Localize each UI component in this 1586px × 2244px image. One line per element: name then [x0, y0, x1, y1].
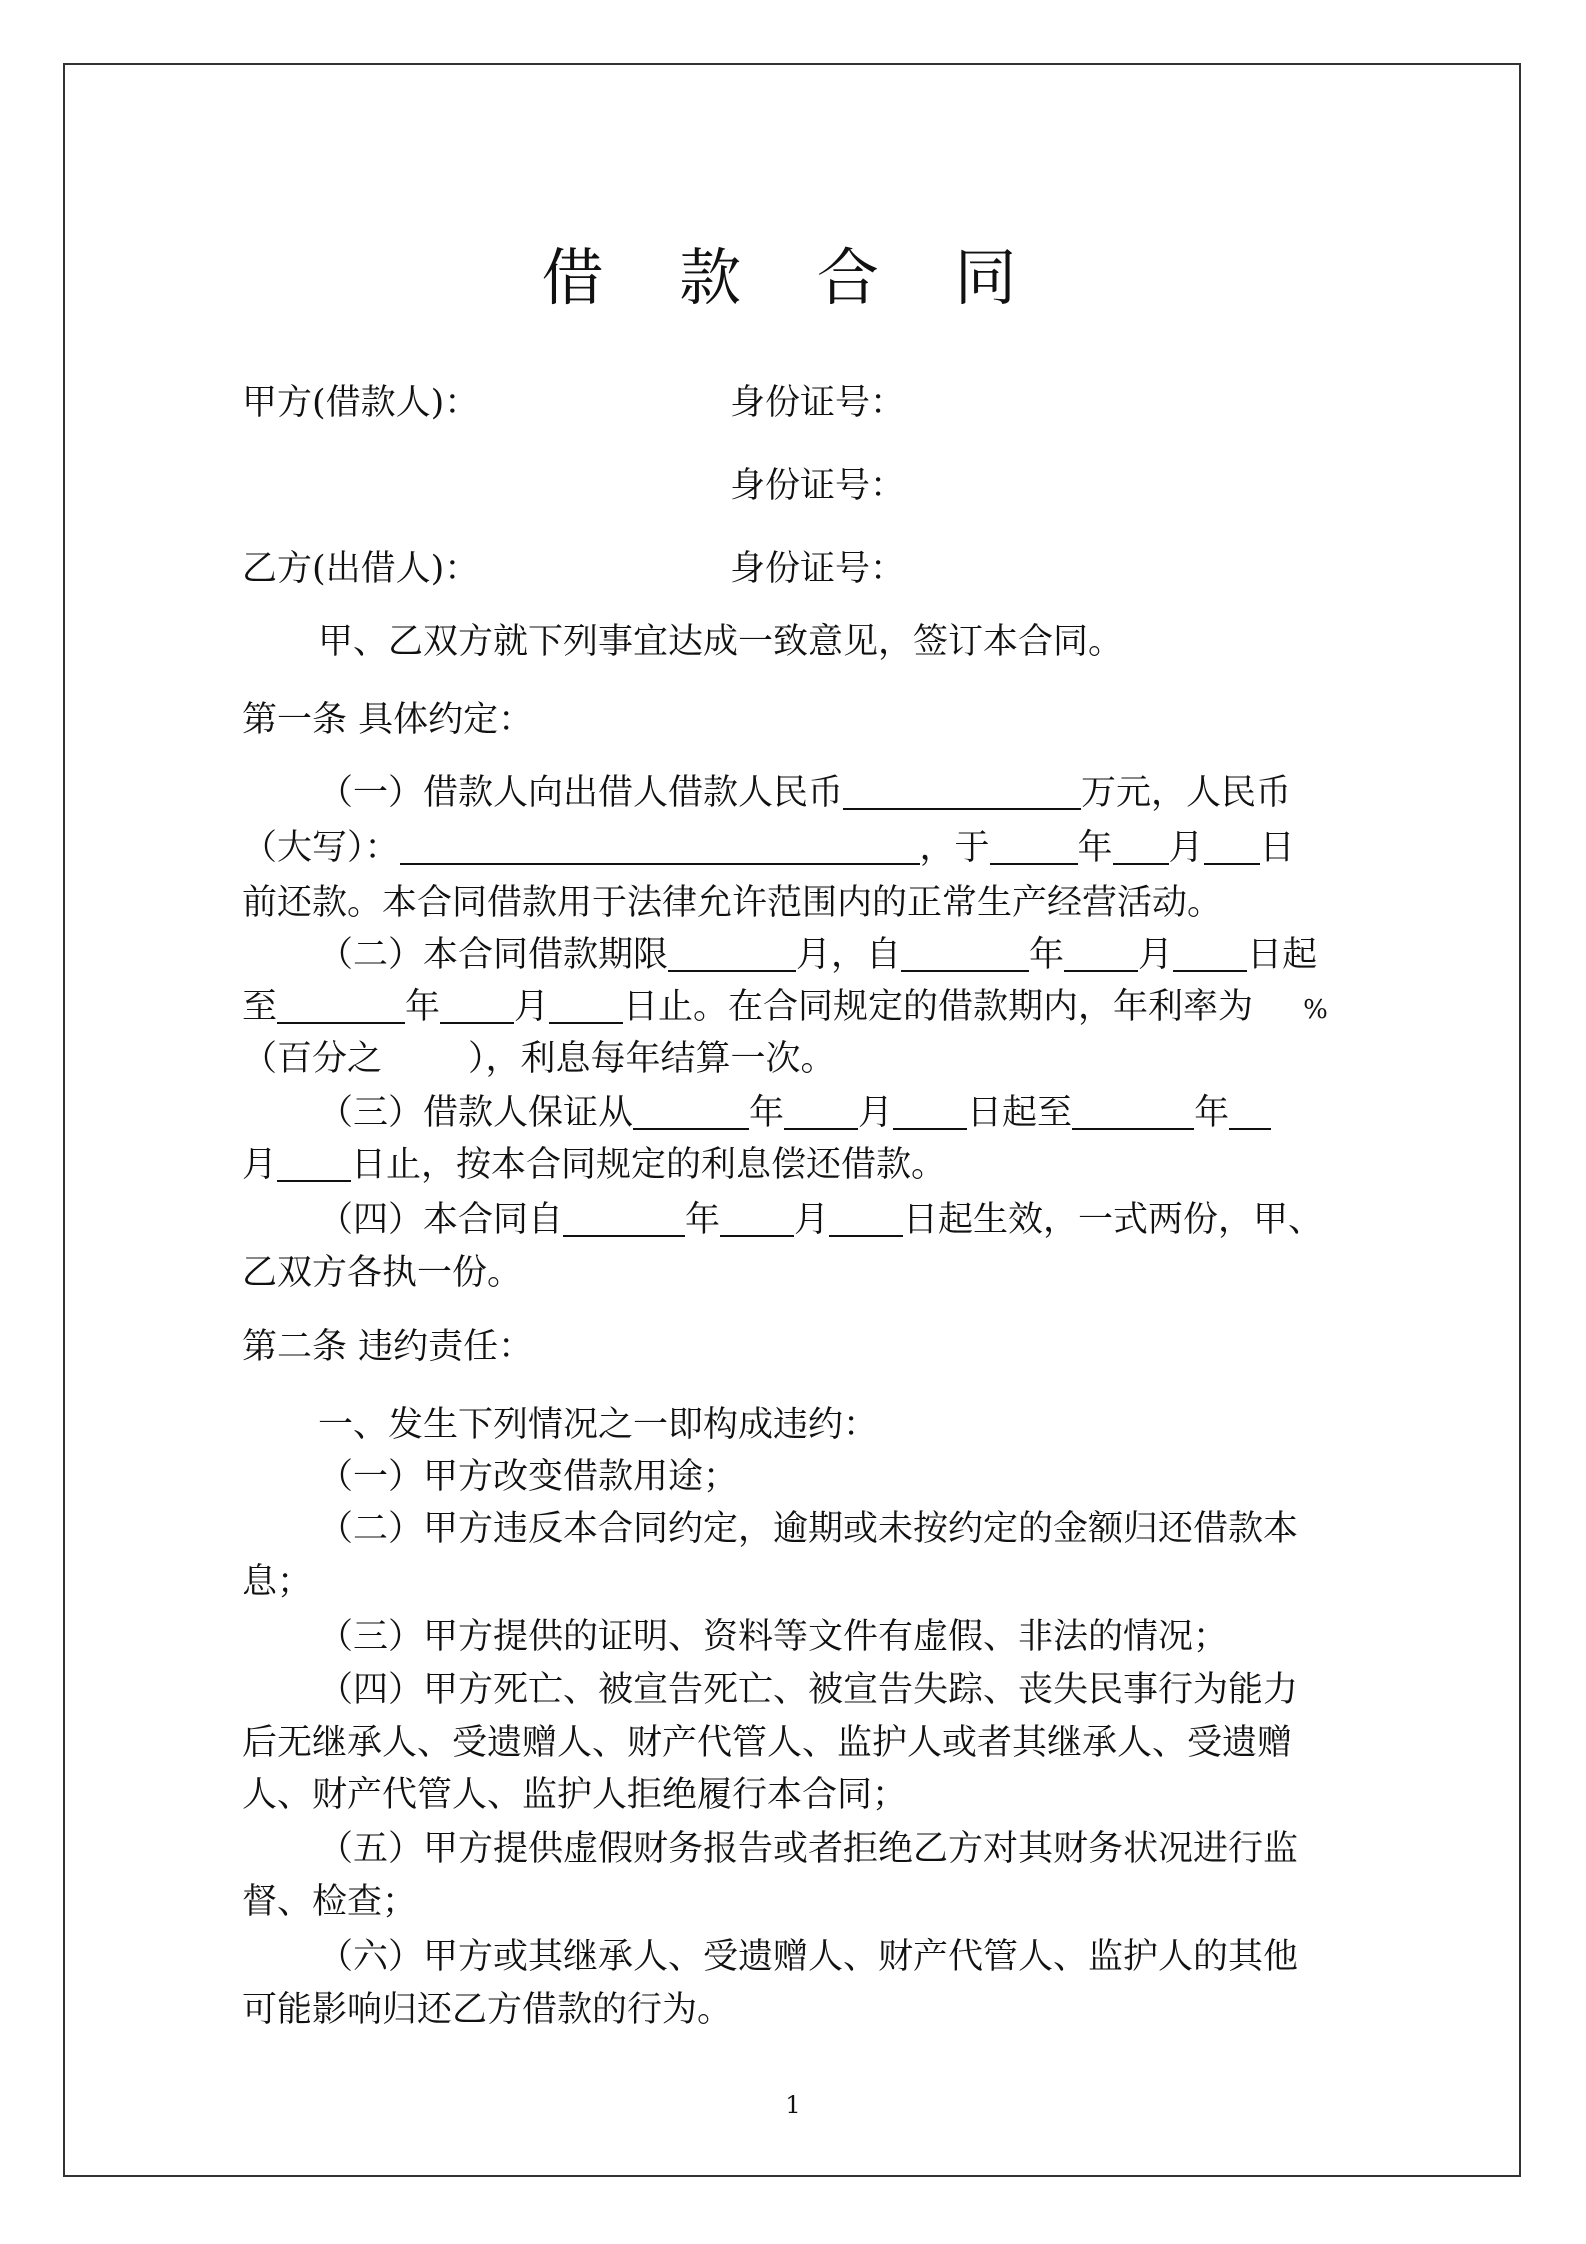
clause-text: （大写）：: [242, 828, 400, 868]
breach-item-2-line-2: 息；: [242, 1562, 313, 1602]
breach-item-2-line-1: （二）甲方违反本合同约定，逾期或未按约定的金额归还借款本: [318, 1509, 1299, 1549]
clause-text: 月: [1138, 935, 1174, 975]
clause-3-line-2: [242, 1140, 946, 1190]
breach-item-3: （三）甲方提供的证明、资料等文件有虚假、非法的情况；: [318, 1617, 1229, 1657]
clause-text: （三）借款人保证从: [318, 1093, 634, 1133]
day-blank: [549, 984, 623, 1024]
clause-text: 万元，人民币: [1081, 773, 1292, 813]
day-blank: [829, 1197, 903, 1237]
clause-text: 月: [514, 987, 550, 1027]
month-blank: [784, 1090, 858, 1130]
clause-text: 日起: [1247, 935, 1318, 975]
clause-4-line-1: [318, 1195, 1323, 1245]
clause-1-line-1: [318, 768, 1291, 818]
party-b-id-label: 身份证号：: [730, 549, 906, 589]
month-blank: [1229, 1090, 1271, 1130]
year-blank: [901, 932, 1029, 972]
clause-1-line-2: [242, 823, 1295, 873]
percent-sign: %: [1303, 995, 1328, 1025]
year-blank: [563, 1197, 685, 1237]
year-blank: [277, 984, 405, 1024]
year-blank: [1072, 1090, 1194, 1130]
clause-text: 日起至: [967, 1093, 1073, 1133]
clause-text: 年: [1029, 935, 1065, 975]
month-blank: [1113, 825, 1169, 865]
clause-text: 月: [794, 1200, 830, 1240]
clause-text: 年: [1194, 1093, 1230, 1133]
clause-text: （百分之: [242, 1039, 383, 1079]
day-blank: [277, 1142, 351, 1182]
party-a-label: 甲方(借款人)：: [242, 383, 480, 423]
article-1-heading: 第一条 具体约定：: [242, 700, 534, 740]
breach-item-5-line-1: （五）甲方提供虚假财务报告或者拒绝乙方对其财务状况进行监: [318, 1829, 1299, 1869]
clause-1-line-3: 前还款。本合同借款用于法律允许范围内的正常生产经营活动。: [242, 883, 1223, 923]
clause-2-line-1: [318, 930, 1317, 980]
amount-in-words-blank: [400, 825, 920, 865]
intro-paragraph: 甲、乙双方就下列事宜达成一致意见，签订本合同。: [318, 622, 1124, 662]
clause-text: 年: [405, 987, 441, 1027]
year-blank: [633, 1090, 749, 1130]
clause-text: 月，自: [796, 935, 902, 975]
clause-text: 月: [1168, 828, 1204, 868]
party-a-id-label-2: 身份证号：: [730, 466, 906, 506]
clause-text: （一）借款人向出借人借款人民币: [318, 773, 844, 813]
page-number: 1: [785, 2091, 801, 2119]
clause-3-line-1: [318, 1088, 1271, 1138]
day-blank: [893, 1090, 967, 1130]
day-blank: [1204, 825, 1260, 865]
clause-text: （四）本合同自: [318, 1200, 564, 1240]
clause-text: （二）本合同借款期限: [318, 935, 669, 975]
day-blank: [1173, 932, 1247, 972]
clause-text: 月: [858, 1093, 894, 1133]
term-months-blank: [668, 932, 796, 972]
clause-2-line-3: [242, 1034, 836, 1084]
clause-text: 年: [749, 1093, 785, 1133]
breach-item-6-line-2: 可能影响归还乙方借款的行为。: [242, 1990, 733, 2030]
party-a-id-label-1: 身份证号：: [730, 383, 906, 423]
clause-text: 日止。在合同规定的借款期内，年利率为: [623, 987, 1254, 1027]
month-blank: [1064, 932, 1138, 972]
article-2-heading: 第二条 违约责任：: [242, 1327, 534, 1367]
breach-item-4-line-2: 后无继承人、受遗赠人、财产代管人、监护人或者其继承人、受遗赠: [242, 1723, 1293, 1763]
month-blank: [440, 984, 514, 1024]
amount-blank: [843, 770, 1081, 810]
clause-text: 日: [1259, 828, 1295, 868]
clause-text: 年: [1077, 828, 1113, 868]
breach-item-5-line-2: 督、检查；: [242, 1882, 418, 1922]
breach-lead: 一、发生下列情况之一即构成违约：: [318, 1405, 879, 1445]
clause-text: 至: [242, 987, 278, 1027]
breach-item-4-line-3: 人、财产代管人、监护人拒绝履行本合同；: [242, 1775, 908, 1815]
breach-item-4-line-1: （四）甲方死亡、被宣告死亡、被宣告失踪、丧失民事行为能力: [318, 1670, 1299, 1710]
clause-text: ，于: [919, 828, 990, 868]
clause-text: 月: [242, 1145, 278, 1185]
clause-4-line-2: 乙双方各执一份。: [242, 1253, 523, 1293]
month-blank: [720, 1197, 794, 1237]
clause-text: 日止，按本合同规定的利息偿还借款。: [351, 1145, 947, 1185]
clause-text: 日起生效，一式两份，甲、: [903, 1200, 1324, 1240]
year-blank: [990, 825, 1078, 865]
document-title: 借 款 合 同: [541, 241, 1045, 314]
clause-text: 年: [685, 1200, 721, 1240]
clause-text: ），利息每年结算一次。: [468, 1039, 836, 1079]
breach-item-6-line-1: （六）甲方或其继承人、受遗赠人、财产代管人、监护人的其他: [318, 1937, 1299, 1977]
party-b-label: 乙方(出借人)：: [242, 549, 480, 589]
breach-item-1: （一）甲方改变借款用途；: [318, 1457, 739, 1497]
clause-2-line-2: [242, 982, 1328, 1035]
